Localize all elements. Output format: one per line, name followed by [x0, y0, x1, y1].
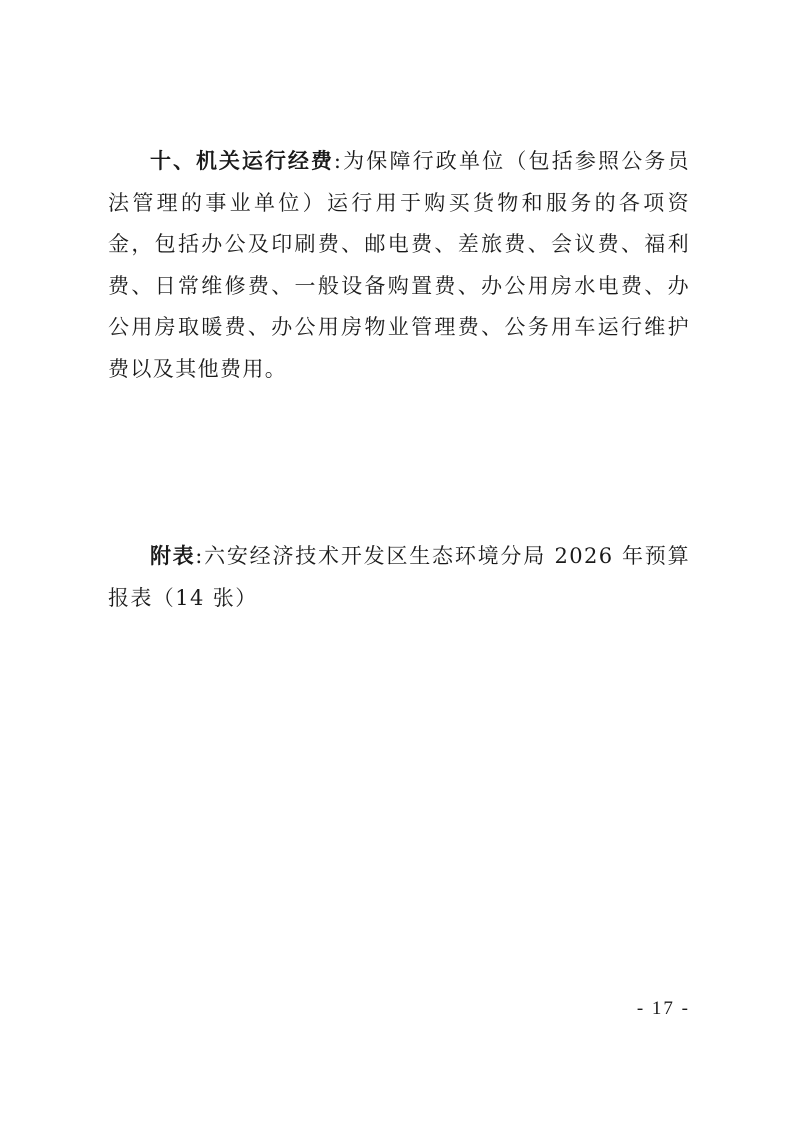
section-heading: 十、机关运行经费 [150, 149, 334, 173]
section-body-text: 为保障行政单位（包括参照公务员法管理的事业单位）运行用于购买货物和服务的各项资金，包括办公及印刷费、邮电费、差旅费、会议费、福利费、日常维修费、一般设备购置费、办公用房水电费、办公用房取暖费、办公用房物业管理费、公务用车运行维护费以及其他费用。 [108, 149, 690, 381]
page-number: - 17 - [636, 998, 690, 1019]
attachment-note [108, 536, 690, 619]
attachment-body-text: 六安经济技术开发区生态环境分局 2026 年预算报表（14 张） [108, 544, 690, 610]
attachment-label: 附表 [150, 544, 196, 568]
attachment-separator: : [195, 544, 204, 568]
section-paragraph [108, 141, 690, 390]
attachment-paragraph [108, 536, 690, 619]
section-machine-operation-expenses [108, 141, 690, 390]
section-separator: : [333, 149, 343, 173]
